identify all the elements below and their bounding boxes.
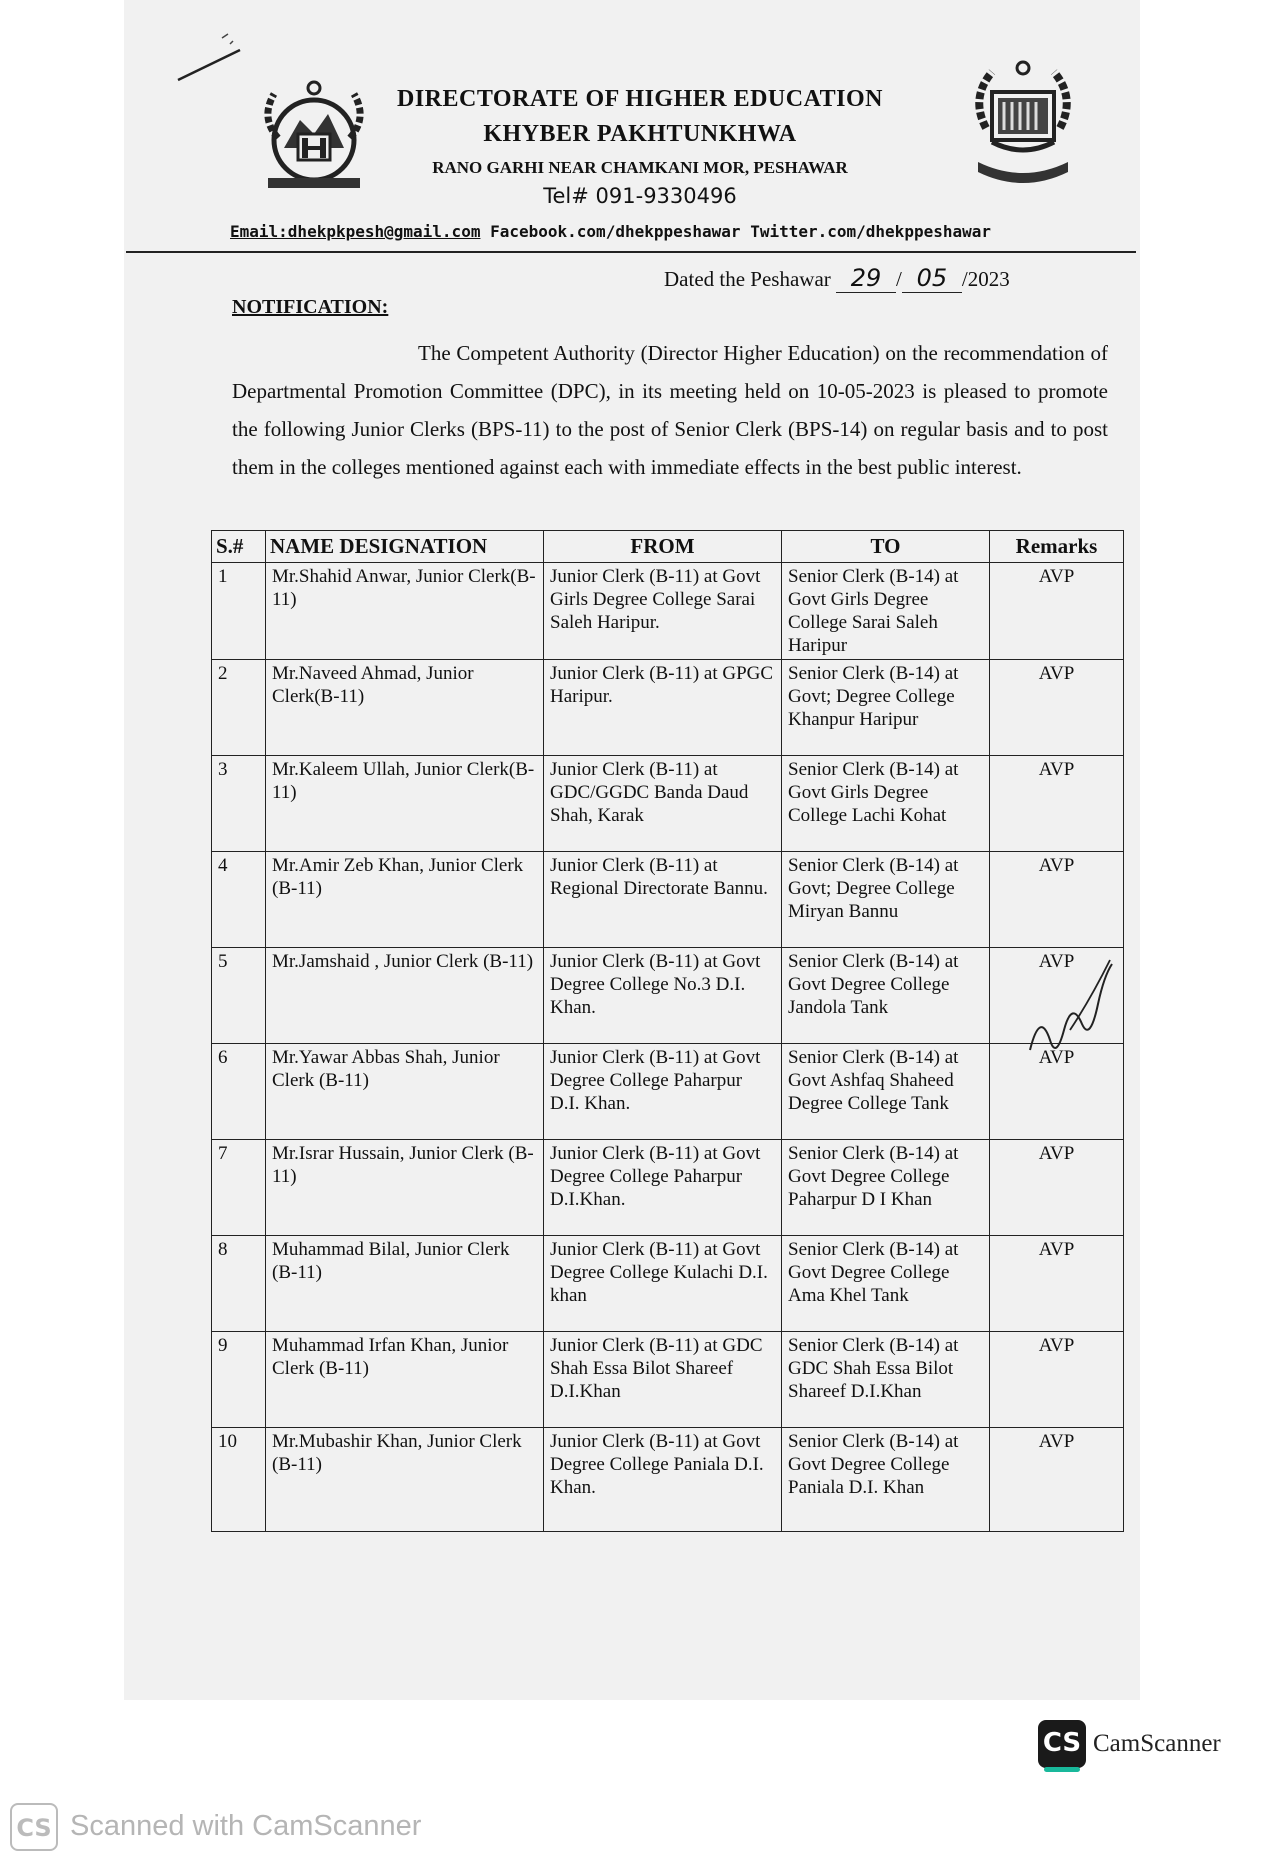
cell-sn: 2 [212,660,266,756]
cell-to: Senior Clerk (B-14) at Govt Degree College Paniala D.I. Khan [782,1428,990,1532]
date-day: 29 [836,264,896,293]
twitter-link[interactable]: Twitter.com/dhekppeshawar [750,222,992,241]
header-line-2: KHYBER PAKHTUNKHWA [483,121,797,147]
cell-to: Senior Clerk (B-14) at GDC Shah Essa Bilot Shareef D.I.Khan [782,1332,990,1428]
cell-from: Junior Clerk (B-11) at Govt Degree College Paniala D.I. Khan. [544,1428,782,1532]
cell-sn: 6 [212,1044,266,1140]
table-row [212,1428,1124,1532]
cell-to: Senior Clerk (B-14) at Govt Degree College Ama Khel Tank [782,1236,990,1332]
cell-remarks: AVP [990,756,1124,852]
table-row [212,563,1124,660]
cell-name: Mr.Israr Hussain, Junior Clerk (B-11) [266,1140,544,1236]
pen-mark-icon [170,20,260,90]
col-header-sn: S.# [212,531,266,563]
cell-name: Mr.Yawar Abbas Shah, Junior Clerk (B-11) [266,1044,544,1140]
date-line: Dated the Peshawar 29 / 05 /2023 [664,264,1010,292]
cell-from: Junior Clerk (B-11) at Govt Degree College Kulachi D.I. khan [544,1236,782,1332]
cell-remarks: AVP [990,852,1124,948]
table-row [212,756,1124,852]
cell-from: Junior Clerk (B-11) at Govt Degree College No.3 D.I. Khan. [544,948,782,1044]
promotion-table [211,530,1124,1532]
cell-name: Muhammad Irfan Khan, Junior Clerk (B-11) [266,1332,544,1428]
cell-sn: 4 [212,852,266,948]
table-row [212,1332,1124,1428]
header-address: RANO GARHI NEAR CHAMKANI MOR, PESHAWAR [432,158,848,177]
cell-name: Mr.Amir Zeb Khan, Junior Clerk (B-11) [266,852,544,948]
cell-from: Junior Clerk (B-11) at GDC/GGDC Banda Daud Shah, Karak [544,756,782,852]
cell-to: Senior Clerk (B-14) at Govt Ashfaq Shaheed Degree College Tank [782,1044,990,1140]
table-row [212,1044,1124,1140]
cell-remarks: AVP [990,1044,1124,1140]
col-header-name: NAME DESIGNATION [266,531,544,563]
date-prefix: Dated the Peshawar [664,267,831,291]
table-row [212,660,1124,756]
cell-sn: 5 [212,948,266,1044]
right-emblem-icon [958,58,1088,188]
header-divider [126,251,1136,253]
contact-line [230,222,1060,241]
table-row [212,948,1124,1044]
email-link[interactable]: Email:dhekpkpesh@gmail.com [230,222,481,241]
camscanner-logo-icon: CS [1038,1720,1086,1768]
footer-cs-icon: CS [10,1803,58,1851]
table-row [212,1236,1124,1332]
cell-name: Mr.Jamshaid , Junior Clerk (B-11) [266,948,544,1044]
header-line-1: DIRECTORATE OF HIGHER EDUCATION [396,86,883,112]
cell-sn: 10 [212,1428,266,1532]
cell-name: Mr.Mubashir Khan, Junior Clerk (B-11) [266,1428,544,1532]
cell-from: Junior Clerk (B-11) at Regional Directorate Bannu. [544,852,782,948]
col-header-to: TO [782,531,990,563]
cell-remarks: AVP [990,1236,1124,1332]
cell-name: Mr.Naveed Ahmad, Junior Clerk(B-11) [266,660,544,756]
cell-from: Junior Clerk (B-11) at GDC Shah Essa Bilot Shareef D.I.Khan [544,1332,782,1428]
col-header-from: FROM [544,531,782,563]
cell-from: Junior Clerk (B-11) at Govt Degree College Paharpur D.I. Khan. [544,1044,782,1140]
cell-remarks: AVP [990,948,1124,1044]
cell-to: Senior Clerk (B-14) at Govt Girls Degree College Lachi Kohat [782,756,990,852]
cell-to: Senior Clerk (B-14) at Govt Degree College Jandola Tank [782,948,990,1044]
notification-heading: NOTIFICATION: [232,296,389,318]
cell-to: Senior Clerk (B-14) at Govt Degree College Paharpur D I Khan [782,1140,990,1236]
cell-name: Mr.Shahid Anwar, Junior Clerk(B-11) [266,563,544,660]
cell-from: Junior Clerk (B-11) at Govt Degree College Paharpur D.I.Khan. [544,1140,782,1236]
footer-scanned-text: Scanned with CamScanner [70,1810,422,1842]
table-row [212,1140,1124,1236]
cell-sn: 7 [212,1140,266,1236]
cell-sn: 9 [212,1332,266,1428]
table-row [212,852,1124,948]
notification-body: The Competent Authority (Director Higher Education) on the recommendation of Departmental Promotion Committee (DPC), in its meeting held on 10-05-2023 is pleased to promote the following Junior Clerks (BPS-11) to the post of Senior Clerk (BPS-14) on regular basis and to post them in the colleges mentioned against each with immediate effects in the best public interest. [232,341,1108,479]
header-tel: Tel# 091-9330496 [543,184,737,208]
cell-remarks: AVP [990,660,1124,756]
cell-sn: 8 [212,1236,266,1332]
cell-sn: 1 [212,563,266,660]
cell-from: Junior Clerk (B-11) at Govt Girls Degree College Sarai Saleh Haripur. [544,563,782,660]
left-emblem-icon [248,78,380,200]
cell-name: Mr.Kaleem Ullah, Junior Clerk(B-11) [266,756,544,852]
cell-to: Senior Clerk (B-14) at Govt; Degree College Miryan Bannu [782,852,990,948]
cell-sn: 3 [212,756,266,852]
cell-remarks: AVP [990,1140,1124,1236]
col-header-remarks: Remarks [990,531,1124,563]
camscanner-brand: CamScanner [1093,1730,1221,1757]
date-year: /2023 [961,267,1010,291]
date-month: 05 [902,264,962,293]
facebook-link[interactable]: Facebook.com/dhekppeshawar [490,222,741,241]
cell-remarks: AVP [990,563,1124,660]
cell-remarks: AVP [990,1428,1124,1532]
cell-from: Junior Clerk (B-11) at GPGC Haripur. [544,660,782,756]
table-header-row [212,531,1124,563]
cell-to: Senior Clerk (B-14) at Govt; Degree College Khanpur Haripur [782,660,990,756]
handwritten-signature-icon [1010,950,1130,1070]
cell-remarks: AVP [990,1332,1124,1428]
cell-to: Senior Clerk (B-14) at Govt Girls Degree College Sarai Saleh Haripur [782,563,990,660]
cell-name: Muhammad Bilal, Junior Clerk (B-11) [266,1236,544,1332]
